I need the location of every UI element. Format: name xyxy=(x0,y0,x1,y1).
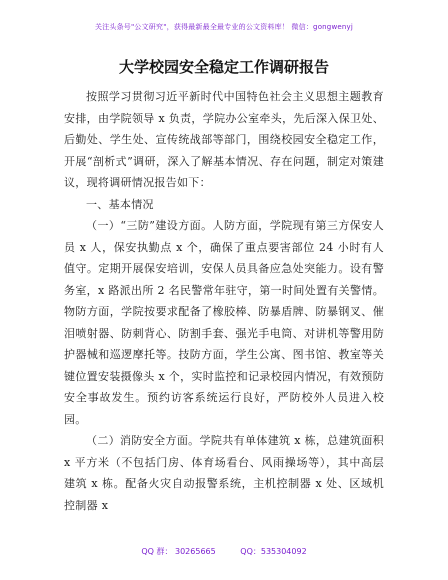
header-promo-note: 关注头条号"公文研究"，获得最新最全最专业的公文资料库！ 微信：gongwenyj xyxy=(94,23,354,31)
document-body xyxy=(64,86,384,516)
section-heading-basic-situation: 一、基本情况 xyxy=(86,197,154,211)
three-defenses-paragraph: （一）“三防”建设方面。人防方面，学院现有第三方保安人员 x 人，保安执勤点 x 个，确保了重点要害部位 24 小时有人值守。定期开展保安培训，安保人员具备应急处突能力。设有警务室，x 路派出所 2 名民警常年驻守，第一时间处置有关警情。物防方面，学院按要求配备了橡胶棒、防暴盾牌、防暴钢叉、催泪喷射器、防刺背心、防割手套、强光手电筒、对讲机等警用防护器械和巡逻摩托等。技防方面，学生公寓、图书馆、教室等关键位置安装摄像头 x 个，实时监控和记录校园内情况，有效预防安全事故发生。预约访客系统运行良好，严防校外人员进入校园。 xyxy=(64,219,384,426)
footer-qq: QQ：535304092 xyxy=(240,547,307,556)
fire-safety-paragraph: （二）消防安全方面。学院共有单体建筑 x 栋，总建筑面积 x 平方米（不包括门房、体育场看台、风雨操场等），其中高层建筑 x 栋。配备火灾自动报警系统，主机控制器 x 处、区域机控制器 x xyxy=(64,434,384,512)
document-title: 大学校园安全稳定工作调研报告 xyxy=(118,58,329,76)
footer-qq-group: QQ 群： 30265665 xyxy=(141,547,216,556)
footer-contact xyxy=(0,546,448,557)
intro-paragraph: 按照学习贯彻习近平新时代中国特色社会主义思想主题教育安排，由学院领导 x 负责，学院办公室牵头，先后深入保卫处、后勤处、学生处、宣传统战部等部门，围绕校园安全稳定工作，开展“剖析式”调研，深入了解基本情况、存在问题，制定对策建议，现将调研情况报告如下： xyxy=(64,90,384,189)
